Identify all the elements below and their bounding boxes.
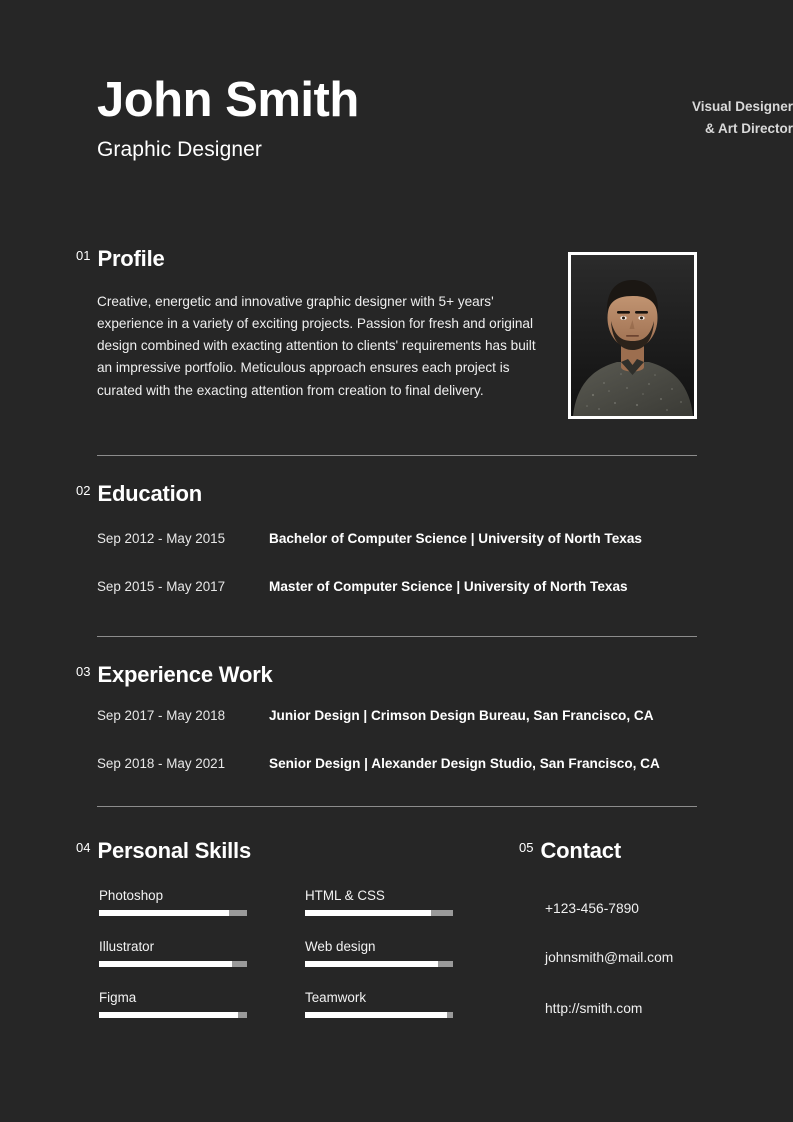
section-number: 04 — [76, 840, 91, 855]
skill-label: Teamwork — [305, 990, 367, 1005]
skill-progress-fill — [305, 910, 431, 916]
skill-progress-fill — [99, 961, 232, 967]
skill-label: Photoshop — [99, 888, 164, 903]
skill-item — [99, 888, 247, 916]
list-item — [97, 531, 697, 546]
skill-progress-bar — [305, 1012, 453, 1018]
skill-item — [305, 888, 453, 916]
list-item — [97, 579, 697, 594]
skill-label: Web design — [305, 939, 376, 954]
contact-website[interactable]: http://smith.com — [545, 1001, 643, 1016]
skill-label: Figma — [99, 990, 137, 1005]
profile-text: Creative, energetic and innovative graphic designer with 5+ years' experience in a variety of exciting projects. Passion for fresh and original design combined with exacting attention to clients' requirements has built an impressive portfolio. Meticulous approach ensures each project is curated with the exacting attention from creation to final delivery. — [97, 294, 536, 398]
portrait-photo-icon — [571, 255, 694, 416]
section-heading-education — [76, 481, 202, 507]
section-title: Education — [97, 481, 203, 506]
contact-phone[interactable]: +123-456-7890 — [545, 901, 639, 916]
entry-date: Sep 2018 - May 2021 — [97, 756, 226, 771]
section-heading-contact — [519, 838, 621, 864]
entry-date: Sep 2015 - May 2017 — [97, 579, 226, 594]
section-number: 05 — [519, 840, 534, 855]
entry-description: Master of Computer Science | University of North Texas — [269, 579, 628, 594]
skill-item — [305, 990, 453, 1018]
section-title: Profile — [97, 246, 165, 271]
skill-progress-bar — [305, 910, 453, 916]
skill-label: HTML & CSS — [305, 888, 385, 903]
header — [97, 72, 696, 162]
skill-progress-fill — [305, 1012, 447, 1018]
entry-date: Sep 2012 - May 2015 — [97, 531, 226, 546]
skill-label: Illustrator — [99, 939, 155, 954]
entry-date: Sep 2017 - May 2018 — [97, 708, 226, 723]
section-heading-profile — [76, 246, 165, 272]
skill-progress-bar — [99, 1012, 247, 1018]
section-number: 02 — [76, 483, 91, 498]
page-title: John Smith — [97, 73, 359, 127]
list-item — [97, 756, 697, 771]
entry-description: Bachelor of Computer Science | University of North Texas — [269, 531, 642, 546]
skill-progress-bar — [99, 910, 247, 916]
section-heading-experience — [76, 662, 273, 688]
section-heading-skills — [76, 838, 251, 864]
divider — [97, 455, 697, 456]
contact-email[interactable]: johnsmith@mail.com — [545, 950, 674, 965]
entry-description: Junior Design | Crimson Design Bureau, San Francisco, CA — [269, 708, 654, 723]
header-tagline — [692, 96, 793, 141]
skill-progress-fill — [99, 1012, 238, 1018]
divider — [97, 636, 697, 637]
skill-item — [99, 990, 247, 1018]
job-title: Graphic Designer — [97, 138, 263, 162]
skill-item — [99, 939, 247, 967]
skill-progress-bar — [305, 961, 453, 967]
skill-progress-fill — [99, 910, 229, 916]
skill-item — [305, 939, 453, 967]
avatar — [568, 252, 697, 419]
section-title: Experience Work — [97, 662, 273, 687]
entry-description: Senior Design | Alexander Design Studio, San Francisco, CA — [269, 756, 660, 771]
list-item — [97, 708, 697, 723]
section-title: Personal Skills — [97, 838, 251, 863]
tagline-line-2: & Art Director — [704, 121, 793, 137]
section-title: Contact — [540, 838, 621, 863]
skill-progress-bar — [99, 961, 247, 967]
tagline-line-1: Visual Designer — [691, 99, 793, 114]
divider — [97, 806, 697, 807]
section-number: 01 — [76, 248, 91, 263]
skill-progress-fill — [305, 961, 438, 967]
section-number: 03 — [76, 664, 91, 679]
